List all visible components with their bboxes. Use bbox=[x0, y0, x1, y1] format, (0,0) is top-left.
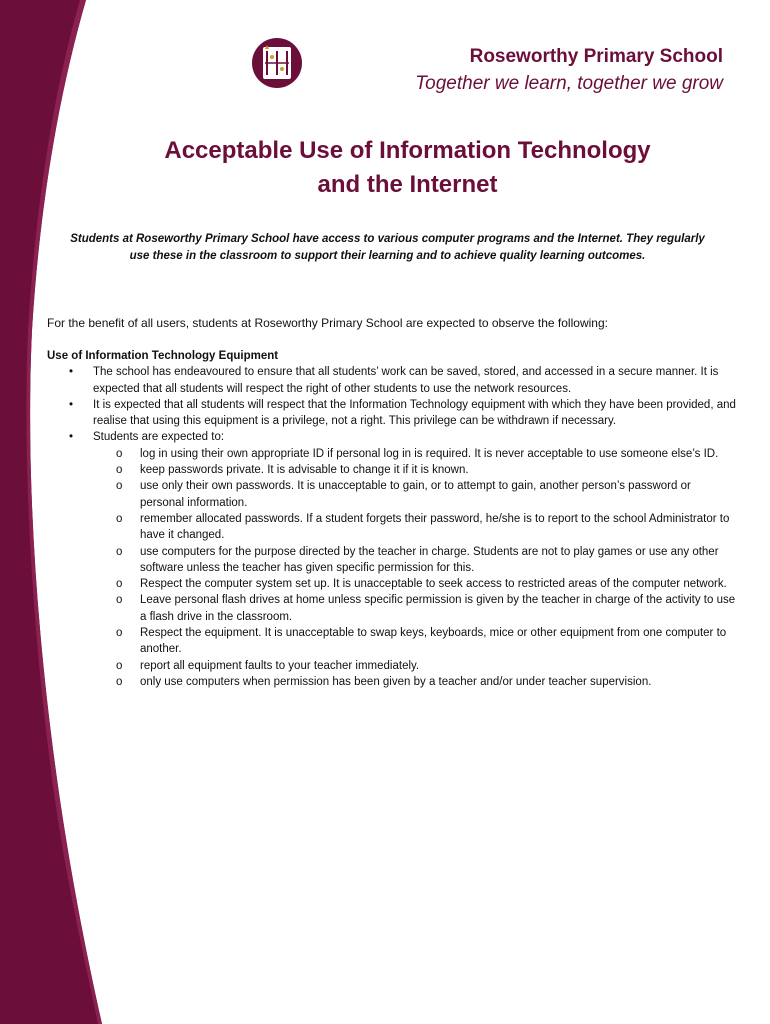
sub-item-text: Respect the computer system set up. It is unacceptable to seek access to restricted areas of the computer network. bbox=[140, 578, 727, 591]
circle-bullet-icon: o bbox=[116, 545, 123, 558]
sub-list-item bbox=[47, 462, 737, 478]
bullet-icon: • bbox=[69, 431, 74, 444]
sub-list-item bbox=[47, 478, 737, 511]
sub-item-text: use computers for the purpose directed by the teacher in charge. Students are not to play games or use any other software unless the teacher has given specific permission for this. bbox=[140, 545, 719, 574]
school-crest-icon bbox=[250, 37, 304, 89]
sub-item-text: report all equipment faults to your teacher immediately. bbox=[140, 659, 420, 672]
sub-list-item bbox=[47, 674, 737, 690]
circle-bullet-icon: o bbox=[116, 594, 123, 607]
list-item bbox=[47, 364, 737, 397]
sub-list-item bbox=[47, 592, 737, 625]
circle-bullet-icon: o bbox=[116, 675, 123, 688]
sub-list bbox=[93, 446, 737, 690]
circle-bullet-icon: o bbox=[116, 659, 123, 672]
bullet-text: It is expected that all students will respect that the Information Technology equipment with which they have been provided, and realise that using this equipment is a privilege, not a right. This privilege can be withdrawn if necessary. bbox=[93, 398, 736, 428]
sub-list-item bbox=[47, 446, 737, 462]
sub-list-item bbox=[47, 544, 737, 577]
list-item bbox=[47, 397, 737, 430]
sub-list-item bbox=[47, 625, 737, 658]
circle-bullet-icon: o bbox=[116, 512, 123, 525]
intro-paragraph: Students at Roseworthy Primary School have access to various computer programs and the Internet. They regularly use these in the classroom to support their learning and to achieve quality learning outcomes. bbox=[70, 233, 705, 262]
circle-bullet-icon: o bbox=[116, 480, 123, 493]
bullet-icon: • bbox=[69, 366, 74, 379]
sub-item-text: Leave personal flash drives at home unless specific permission is given by the teacher in charge of the activity to use a flash drive in the classroom. bbox=[140, 594, 736, 623]
lead-paragraph: For the benefit of all users, students at Roseworthy Primary School are expected to observe the following: bbox=[47, 316, 608, 330]
sub-list-item bbox=[47, 576, 737, 592]
school-motto: Together we learn, together we grow bbox=[415, 73, 723, 94]
bullet-icon: • bbox=[69, 398, 74, 411]
sub-item-text: use only their own passwords. It is unacceptable to gain, or to attempt to gain, another person’s password or personal information. bbox=[140, 480, 691, 509]
bullet-text: Students are expected to: bbox=[93, 431, 225, 444]
bullet-text: The school has endeavoured to ensure that all students’ work can be saved, stored, and accessed in a secure manner. It is expected that all students will respect the right of other students to use the network resources. bbox=[93, 366, 719, 395]
list-item bbox=[47, 429, 737, 690]
sub-list-item bbox=[47, 511, 737, 544]
circle-bullet-icon: o bbox=[116, 464, 123, 477]
sub-item-text: only use computers when permission has been given by a teacher and/or under teacher supervision. bbox=[140, 675, 652, 688]
document-title bbox=[100, 134, 715, 202]
circle-bullet-icon: o bbox=[116, 627, 123, 640]
sub-item-text: Respect the equipment. It is unacceptable to swap keys, keyboards, mice or other equipment from one computer to another. bbox=[140, 627, 727, 656]
bullet-list bbox=[47, 364, 737, 690]
sub-item-text: keep passwords private. It is advisable to change it if it is known. bbox=[140, 464, 469, 477]
sub-list-item bbox=[47, 658, 737, 674]
school-name: Roseworthy Primary School bbox=[469, 46, 723, 67]
circle-bullet-icon: o bbox=[116, 578, 123, 591]
document-title-line-1: Acceptable Use of Information Technology bbox=[164, 137, 651, 164]
sub-item-text: remember allocated passwords. If a student forgets their password, he/she is to report to the school Administrator to have it changed. bbox=[140, 512, 730, 542]
document-title-line-2: and the Internet bbox=[317, 171, 498, 198]
circle-bullet-icon: o bbox=[116, 447, 123, 460]
section-heading: Use of Information Technology Equipment bbox=[47, 350, 279, 362]
sub-item-text: log in using their own appropriate ID if personal log in is required. It is never acceptable to use someone else’s ID. bbox=[140, 447, 719, 460]
equipment-section bbox=[47, 348, 737, 690]
